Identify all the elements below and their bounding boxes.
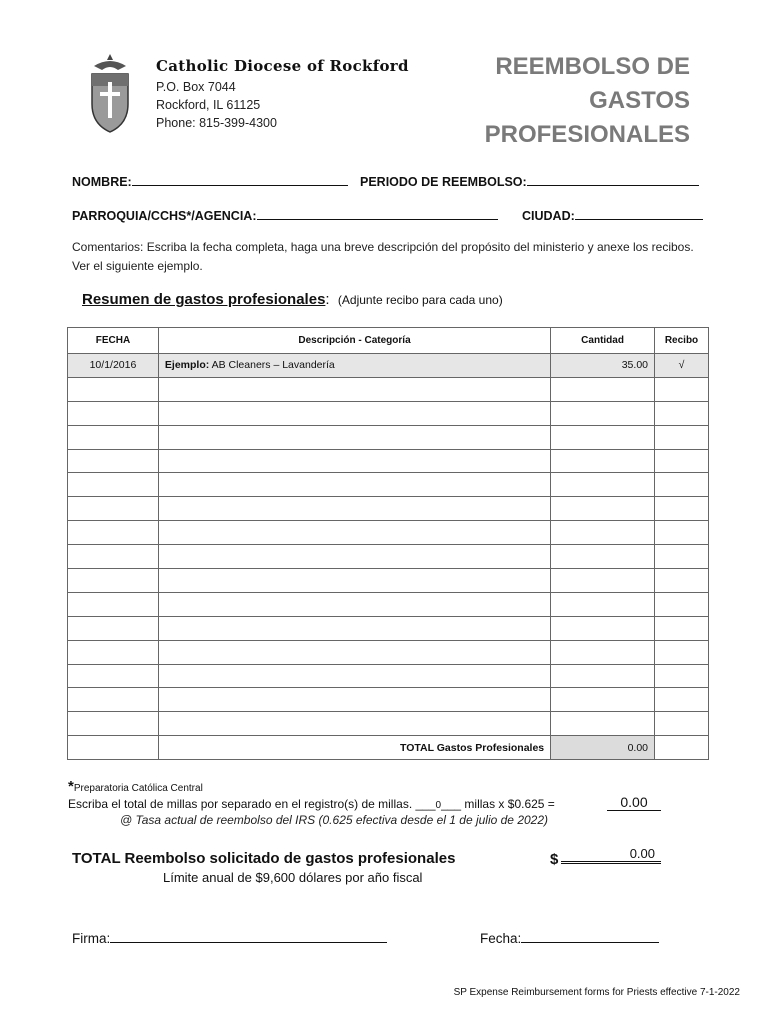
cell-fecha[interactable]	[68, 616, 159, 640]
firma-field[interactable]: Firma:	[72, 929, 387, 946]
table-header-row	[68, 328, 709, 354]
example-descripcion: Ejemplo: AB Cleaners – Lavandería	[158, 354, 550, 378]
cell-fecha[interactable]	[68, 449, 159, 473]
address-line: Rockford, IL 61125	[156, 98, 261, 112]
cell-fecha[interactable]	[68, 377, 159, 401]
organization-name: Catholic Diocese of Rockford	[156, 57, 409, 75]
cell-cantidad[interactable]	[551, 401, 655, 425]
table-row	[68, 569, 709, 593]
mileage-amount[interactable]: 0.00	[607, 794, 661, 811]
table-row	[68, 640, 709, 664]
cell-recibo[interactable]	[655, 569, 709, 593]
example-row	[68, 354, 709, 378]
parroquia-input-line[interactable]	[257, 206, 498, 220]
cell-cantidad[interactable]	[551, 449, 655, 473]
example-recibo-check: √	[655, 354, 709, 378]
total-reimbursement-label: TOTAL Reembolso solicitado de gastos profesionales	[72, 850, 456, 867]
mileage-line: Escriba el total de millas por separado en el registro(s) de millas. ___0___ millas x $0.625 =	[68, 797, 555, 811]
cell-cantidad[interactable]	[551, 688, 655, 712]
cell-recibo[interactable]	[655, 497, 709, 521]
cell-descripcion[interactable]	[158, 688, 550, 712]
cell-recibo[interactable]	[655, 401, 709, 425]
cell-fecha[interactable]	[68, 401, 159, 425]
nombre-field[interactable]: NOMBRE:	[72, 172, 348, 191]
cell-recibo[interactable]	[655, 545, 709, 569]
summary-heading: Resumen de gastos profesionales: (Adjunte recibo para cada uno)	[82, 291, 503, 308]
cell-recibo[interactable]	[655, 688, 709, 712]
cell-recibo[interactable]	[655, 592, 709, 616]
example-cantidad: 35.00	[551, 354, 655, 378]
periodo-input-line[interactable]	[527, 172, 699, 186]
example-fecha: 10/1/2016	[68, 354, 159, 378]
ciudad-input-line[interactable]	[575, 206, 703, 220]
cell-descripcion[interactable]	[158, 712, 550, 736]
table-row	[68, 449, 709, 473]
cell-descripcion[interactable]	[158, 640, 550, 664]
cell-cantidad[interactable]	[551, 616, 655, 640]
periodo-field[interactable]: PERIODO DE REEMBOLSO:	[360, 172, 699, 191]
cell-fecha[interactable]	[68, 688, 159, 712]
cell-recibo[interactable]	[655, 449, 709, 473]
total-gastos-label: TOTAL Gastos Profesionales	[158, 736, 550, 760]
cell-recibo[interactable]	[655, 664, 709, 688]
ciudad-field[interactable]: CIUDAD:	[522, 206, 703, 225]
cell-fecha[interactable]	[68, 521, 159, 545]
cell-fecha[interactable]	[68, 425, 159, 449]
cell-descripcion[interactable]	[158, 592, 550, 616]
table-row	[68, 521, 709, 545]
comments-text: Comentarios: Escriba la fecha completa, haga una breve descripción del propósito del ministerio y anexe los recibos. Ver el siguiente ejemplo.	[72, 240, 694, 273]
table-row	[68, 377, 709, 401]
irs-rate-note: @ Tasa actual de reembolso del IRS (0.625 efectiva desde el 1 de julio de 2022)	[120, 813, 549, 827]
table-row	[68, 497, 709, 521]
cell-fecha[interactable]	[68, 569, 159, 593]
total-gastos-value: 0.00	[551, 736, 655, 760]
table-row	[68, 712, 709, 736]
form-title: REEMBOLSO DE GASTOS PROFESIONALES	[484, 53, 690, 148]
cell-fecha[interactable]	[68, 592, 159, 616]
cell-descripcion[interactable]	[158, 664, 550, 688]
firma-input-line[interactable]	[110, 929, 387, 943]
table-row	[68, 688, 709, 712]
parroquia-field[interactable]: PARROQUIA/CCHS*/AGENCIA:	[72, 206, 498, 225]
table-row	[68, 401, 709, 425]
cell-descripcion[interactable]	[158, 377, 550, 401]
cell-fecha[interactable]	[68, 640, 159, 664]
total-reimbursement-value[interactable]: 0.00	[561, 846, 661, 864]
col-cantidad: Cantidad	[551, 328, 655, 354]
cell-cantidad[interactable]	[551, 712, 655, 736]
table-row	[68, 664, 709, 688]
cell-cantidad[interactable]	[551, 497, 655, 521]
cell-cantidad[interactable]	[551, 473, 655, 497]
cell-descripcion[interactable]	[158, 545, 550, 569]
cell-descripcion[interactable]	[158, 425, 550, 449]
cell-descripcion[interactable]	[158, 521, 550, 545]
cell-recibo[interactable]	[655, 712, 709, 736]
annual-limit-note: Límite anual de $9,600 dólares por año fiscal	[163, 870, 423, 885]
cell-fecha[interactable]	[68, 473, 159, 497]
cell-descripcion[interactable]	[158, 449, 550, 473]
cell-recibo[interactable]	[655, 473, 709, 497]
table-row	[68, 425, 709, 449]
cell-recibo[interactable]	[655, 640, 709, 664]
cell-descripcion[interactable]	[158, 473, 550, 497]
diocese-crest-icon	[88, 52, 132, 134]
cell-recibo[interactable]	[655, 616, 709, 640]
total-row	[68, 736, 709, 760]
cell-recibo[interactable]	[655, 377, 709, 401]
cell-cantidad[interactable]	[551, 425, 655, 449]
cell-cantidad[interactable]	[551, 377, 655, 401]
fecha-field[interactable]: Fecha:	[480, 929, 659, 946]
cell-cantidad[interactable]	[551, 640, 655, 664]
fecha-input-line[interactable]	[521, 929, 659, 943]
cell-descripcion[interactable]	[158, 497, 550, 521]
cell-cantidad[interactable]	[551, 521, 655, 545]
expense-table	[67, 327, 709, 760]
nombre-input-line[interactable]	[132, 172, 348, 186]
dollar-sign: $	[550, 851, 559, 868]
phone-line: Phone: 815-399-4300	[156, 116, 277, 130]
cell-recibo[interactable]	[655, 425, 709, 449]
cell-fecha[interactable]	[68, 664, 159, 688]
col-recibo: Recibo	[655, 328, 709, 354]
cell-fecha[interactable]	[68, 712, 159, 736]
cell-recibo[interactable]	[655, 521, 709, 545]
cell-fecha[interactable]	[68, 545, 159, 569]
miles-value[interactable]: 0	[435, 800, 442, 811]
address-line: P.O. Box 7044	[156, 80, 236, 94]
cell-cantidad[interactable]	[551, 592, 655, 616]
cell-descripcion[interactable]	[158, 569, 550, 593]
table-row	[68, 616, 709, 640]
cell-cantidad[interactable]	[551, 664, 655, 688]
cell-descripcion[interactable]	[158, 401, 550, 425]
table-row	[68, 473, 709, 497]
cell-cantidad[interactable]	[551, 569, 655, 593]
col-descripcion: Descripción - Categoría	[158, 328, 550, 354]
footer-text: SP Expense Reimbursement forms for Priests effective 7-1-2022	[453, 987, 740, 998]
cell-fecha[interactable]	[68, 497, 159, 521]
cell-descripcion[interactable]	[158, 616, 550, 640]
cell-cantidad[interactable]	[551, 545, 655, 569]
col-fecha: FECHA	[68, 328, 159, 354]
footnote: *Preparatoria Católica Central	[68, 778, 203, 795]
table-row	[68, 545, 709, 569]
table-row	[68, 592, 709, 616]
